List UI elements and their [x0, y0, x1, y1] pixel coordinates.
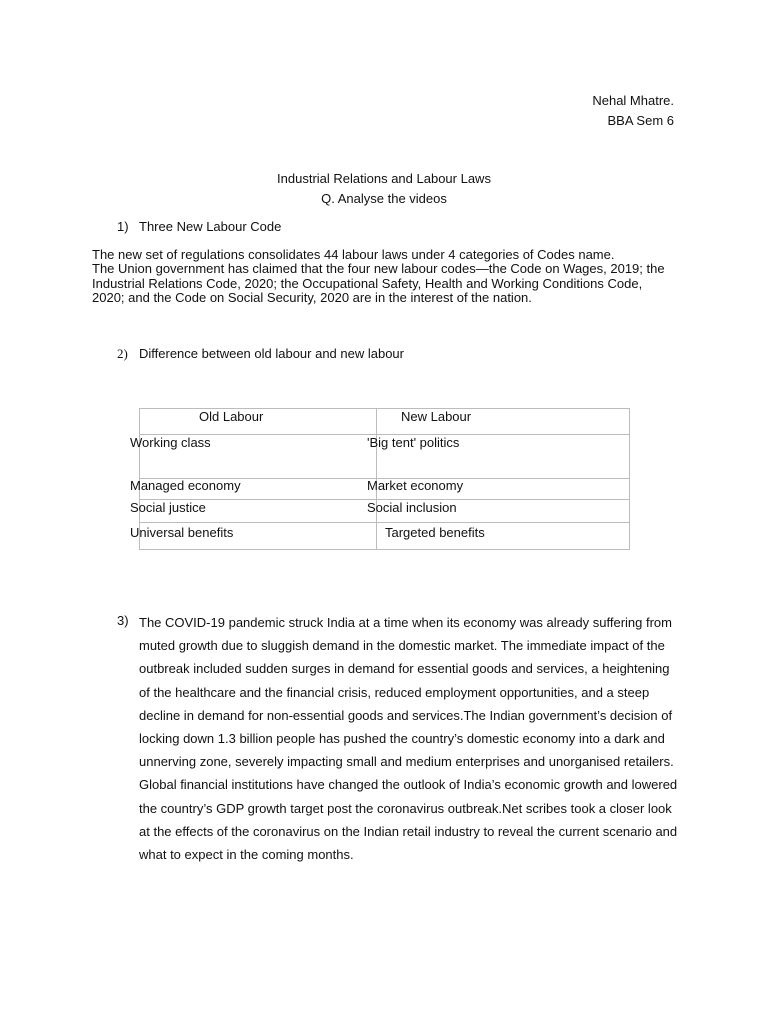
paragraph-line: decline in demand for non-essential goods and services.The Indian government’s decision of [139, 707, 673, 723]
table-cell: Market economy [377, 479, 630, 500]
paragraph-line: what to expect in the coming months. [139, 847, 354, 863]
paragraph-line: The new set of regulations consolidates 44 labour laws under 4 categories of Codes name. [92, 247, 615, 262]
paragraph-line: Global financial institutions have changed the outlook of India’s economic growth and lowered [139, 777, 678, 793]
section-1-heading: Three New Labour Code [139, 219, 282, 234]
paragraph-line: outbreak included sudden surges in demand for essential goods and services, a heightening [139, 661, 670, 677]
paragraph-line: muted growth due to sluggish demand in the domestic market. The immediate impact of the [139, 638, 665, 654]
table-header-cell [140, 409, 377, 435]
table-header-row [140, 409, 630, 435]
header-old-labour: Old Labour [199, 409, 264, 424]
paragraph-line: at the effects of the coronavirus on the Indian retail industry to reveal the current scenario and [139, 823, 678, 839]
paragraph-line: locking down 1.3 billion people has pushed the country’s domestic economy into a dark and [139, 731, 665, 747]
section-2-number: 2) [117, 346, 128, 361]
section-1-paragraph [92, 248, 665, 306]
section-1-number: 1) [117, 219, 129, 234]
table-row [140, 500, 630, 523]
paragraph-line: unnerving zone, severely impacting small and medium enterprises and unorganised retailers. [139, 754, 674, 770]
paragraph-line: of the healthcare and the financial crisis, reduced employment opportunities, and a steep [139, 684, 650, 700]
table-row [140, 523, 630, 550]
table-cell: Social justice [140, 500, 377, 523]
paragraph-line: Industrial Relations Code, 2020; the Occupational Safety, Health and Working Conditions Code, [92, 275, 643, 291]
paragraph-line: The COVID-19 pandemic struck India at a time when its economy was already suffering from [139, 615, 672, 630]
table-row [140, 435, 630, 479]
author-name: Nehal Mhatre. [592, 93, 674, 108]
table-cell: Managed economy [140, 479, 377, 500]
table-cell: Social inclusion [377, 500, 630, 523]
document-title: Industrial Relations and Labour Laws [277, 171, 491, 186]
table-header-cell [377, 409, 630, 435]
question-line: Q. Analyse the videos [321, 191, 447, 206]
paragraph-line: The Union government has claimed that the four new labour codes—the Code on Wages, 2019; the [92, 261, 665, 277]
header-new-labour: New Labour [401, 409, 472, 424]
table-cell: 'Big tent' politics [377, 435, 630, 479]
table-cell: Universal benefits [140, 523, 377, 550]
section-3-number: 3) [117, 613, 129, 628]
section-2-heading: Difference between old labour and new labour [139, 346, 404, 361]
course-label: BBA Sem 6 [607, 113, 674, 128]
table-cell: Targeted benefits [377, 523, 630, 550]
paragraph-line: the country’s GDP growth target post the coronavirus outbreak.Net scribes took a closer look [139, 800, 672, 816]
section-3-paragraph [139, 611, 677, 866]
labour-comparison-table [130, 408, 630, 550]
table-cell: Working class [140, 435, 377, 479]
paragraph-line: 2020; and the Code on Social Security, 2020 are in the interest of the nation. [92, 290, 532, 306]
table-row [140, 479, 630, 500]
